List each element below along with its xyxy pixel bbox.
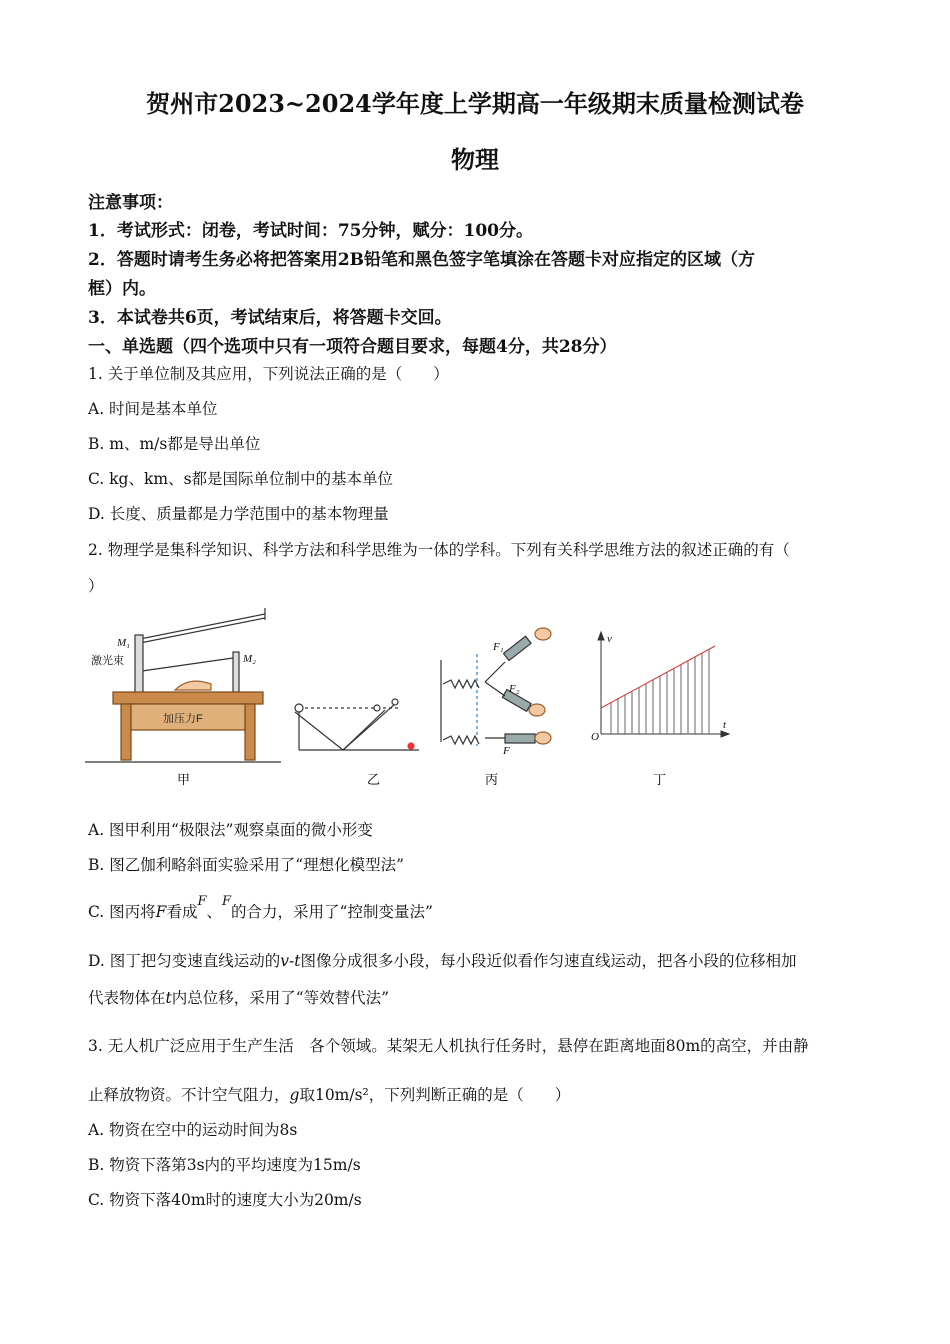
exam-title: 贺州市2023~2024学年度上学期高一年级期末质量检测试卷 (146, 89, 804, 118)
option-c-var: F (155, 903, 167, 921)
option-d-text: 图像分成很多小段，每小段近似看作匀速直线运动，把各小段的位移相加 (300, 952, 797, 970)
option-c-text: 看成 (166, 903, 198, 921)
notice-item: 框）内。 (88, 279, 156, 299)
label-t: t (723, 719, 727, 731)
figure-jia (85, 608, 281, 762)
option-c-f1: F (197, 894, 207, 909)
section-heading: 一、单选题（四个选项中只有一项符合题目要求，每题4分，共28分） (88, 337, 617, 357)
option-d-var: t (165, 989, 172, 1007)
q3-var: g (289, 1086, 300, 1104)
notice-heading: 注意事项： (88, 193, 173, 213)
q3-option-c: C. 物资下落40m时的速度大小为20m/s (88, 1191, 362, 1209)
q1-option-d: D. 长度、质量都是力学范围中的基本物理量 (88, 505, 389, 523)
option-d-var: v-t (280, 952, 301, 970)
notice-item: 2．答题时请考生务必将把答案用2B铅笔和黑色签字笔填涂在答题卡对应指定的区域（方 (88, 250, 756, 270)
label-f: F (503, 745, 510, 757)
label-v: v (607, 633, 612, 645)
option-c-sep: 、 (206, 903, 222, 921)
subject-title: 物理 (451, 145, 499, 174)
q2-option-c (88, 894, 433, 922)
notice-item: 1．考试形式：闭卷，考试时间：75分钟，赋分：100分。 (88, 221, 533, 241)
label-f2: F₂ (509, 683, 520, 695)
question-2-stem: 2. 物理学是集科学知识、科学方法和科学思维为一体的学科。下列有关科学思维方法的叙述正确的有（ (88, 541, 790, 559)
caption-bing: 丙 (485, 772, 499, 787)
question-2-stem-end: ） (88, 577, 104, 595)
notice-item: 3．本试卷共6页，考试结束后，将答题卡交回。 (88, 308, 452, 328)
option-d-text: 内总位移，采用了“等效替代法” (171, 989, 390, 1007)
q2-option-d-line2 (88, 986, 389, 1008)
option-d-text: 代表物体在 (88, 989, 166, 1007)
label-f1: F₁ (493, 641, 504, 653)
label-o: O (591, 731, 599, 743)
caption-jia: 甲 (177, 772, 191, 787)
label-m1: M₁ (117, 637, 130, 649)
caption-ding: 丁 (653, 772, 667, 787)
label-m2: M₂ (243, 653, 256, 665)
question-3-stem-line2 (88, 1083, 570, 1105)
question-3-stem: 3. 无人机广泛应用于生产生活 各个领域。某架无人机执行任务时，悬停在距离地面80m的高空，并由静 (88, 1037, 809, 1055)
q1-option-c: C. kg、km、s都是国际单位制中的基本单位 (88, 470, 394, 488)
figure-yi (295, 699, 419, 750)
question-1-stem: 1. 关于单位制及其应用，下列说法正确的是（ ） (88, 365, 449, 383)
question-2-figure (85, 600, 745, 800)
option-c-f2: F (222, 894, 232, 909)
caption-yi: 乙 (367, 772, 381, 787)
q1-option-a: A. 时间是基本单位 (88, 400, 218, 418)
option-c-text: C. 图丙将 (88, 903, 156, 921)
option-c-text: 的合力，采用了“控制变量法” (231, 903, 433, 921)
q3-text: 止释放物资。不计空气阻力， (88, 1086, 290, 1104)
q1-option-b: B. m、m/s都是导出单位 (88, 435, 261, 453)
option-d-text: D. 图丁把匀变速直线运动的 (88, 952, 281, 970)
q2-option-a: A. 图甲利用“极限法”观察桌面的微小形变 (88, 821, 373, 839)
q2-option-b: B. 图乙伽利略斜面实验采用了“理想化模型法” (88, 856, 405, 874)
label-laser: 激光束 (91, 655, 124, 667)
q3-text: 取10m/s²，下列判断正确的是（ ） (299, 1086, 571, 1104)
q3-option-b: B. 物资下落第3s内的平均速度为15m/s (88, 1156, 361, 1174)
figure-ding (598, 632, 729, 737)
q2-option-d-line1 (88, 949, 796, 971)
label-force: 加压力F (163, 713, 203, 725)
q3-option-a: A. 物资在空中的运动时间为8s (88, 1121, 298, 1139)
